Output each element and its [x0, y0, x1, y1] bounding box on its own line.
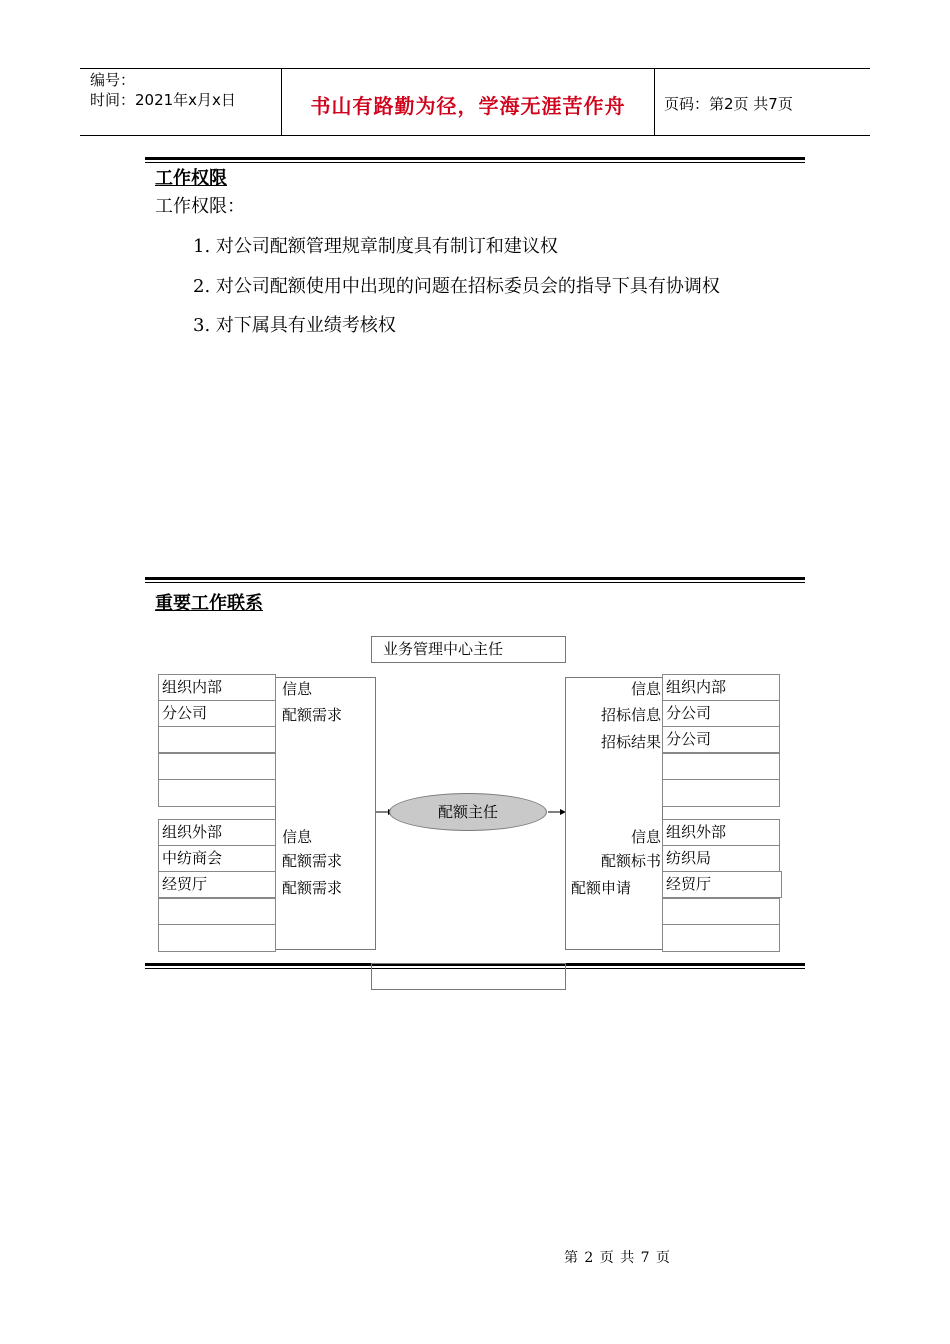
- authority-item: 3. 对下属具有业绩考核权: [193, 315, 396, 336]
- right-internal-content: 信息: [630, 680, 661, 698]
- right-external-content: 配额标书: [600, 852, 661, 870]
- authority-section-title: 工作权限: [155, 168, 227, 189]
- superior-box: 业务管理中心主任: [371, 636, 566, 663]
- left-external-party: 经贸厅: [158, 871, 276, 898]
- doc-number-label: 编号：: [90, 71, 136, 89]
- right-internal-party: 分公司: [662, 726, 780, 753]
- page-footer: 第 2 页 共 7 页: [563, 1250, 672, 1266]
- right-external-party: 组织外部: [662, 819, 780, 846]
- right-internal-party: [662, 779, 780, 807]
- header-divider: [654, 68, 655, 136]
- left-internal-party: 分公司: [158, 700, 276, 727]
- left-external-content: 信息: [282, 828, 313, 846]
- left-external-party: 中纺商会: [158, 845, 276, 872]
- left-internal-party: [158, 753, 276, 780]
- right-internal-party: 组织内部: [662, 674, 780, 701]
- section-rule: [145, 582, 805, 583]
- left-external-party: [158, 898, 276, 925]
- right-internal-party: [662, 753, 780, 780]
- right-external-party: 纺织局: [662, 845, 780, 872]
- left-external-party: [158, 924, 276, 952]
- section-rule: [145, 157, 805, 160]
- authority-item: 2. 对公司配额使用中出现的问题在招标委员会的指导下具有协调权: [193, 276, 720, 297]
- right-internal-content: 招标结果: [600, 733, 661, 751]
- left-internal-party: [158, 779, 276, 807]
- left-external-content: 配额需求: [282, 852, 343, 870]
- right-external-content: 信息: [630, 828, 661, 846]
- left-external-content: 配额需求: [282, 879, 343, 897]
- page-info: 页码：第2页 共7页: [664, 95, 793, 113]
- section-rule: [145, 577, 805, 580]
- right-external-party: [662, 898, 780, 925]
- header-bottom-border: [80, 135, 870, 136]
- left-external-party: 组织外部: [158, 819, 276, 846]
- doc-time-label: 时间：2021年x月x日: [90, 91, 236, 109]
- right-internal-party: 分公司: [662, 700, 780, 727]
- subordinate-box: [371, 963, 566, 990]
- right-external-party: 经贸厅: [662, 871, 782, 898]
- left-internal-party: 组织内部: [158, 674, 276, 701]
- left-internal-content: 信息: [282, 680, 313, 698]
- authority-item: 1. 对公司配额管理规章制度具有制订和建议权: [193, 236, 558, 257]
- right-external-content: 配额申请: [571, 879, 632, 897]
- header-motto: 书山有路勤为径，学海无涯苦作舟: [310, 94, 626, 118]
- authority-subtitle: 工作权限：: [155, 196, 245, 217]
- left-internal-party: [158, 726, 276, 753]
- right-external-party: [662, 924, 780, 952]
- left-internal-content: 配额需求: [282, 706, 343, 724]
- right-internal-content: 招标信息: [600, 706, 661, 724]
- center-role: 配额主任: [389, 793, 547, 831]
- relations-section-title: 重要工作联系: [155, 593, 263, 614]
- section-rule: [145, 162, 805, 163]
- header-top-border: [80, 68, 870, 69]
